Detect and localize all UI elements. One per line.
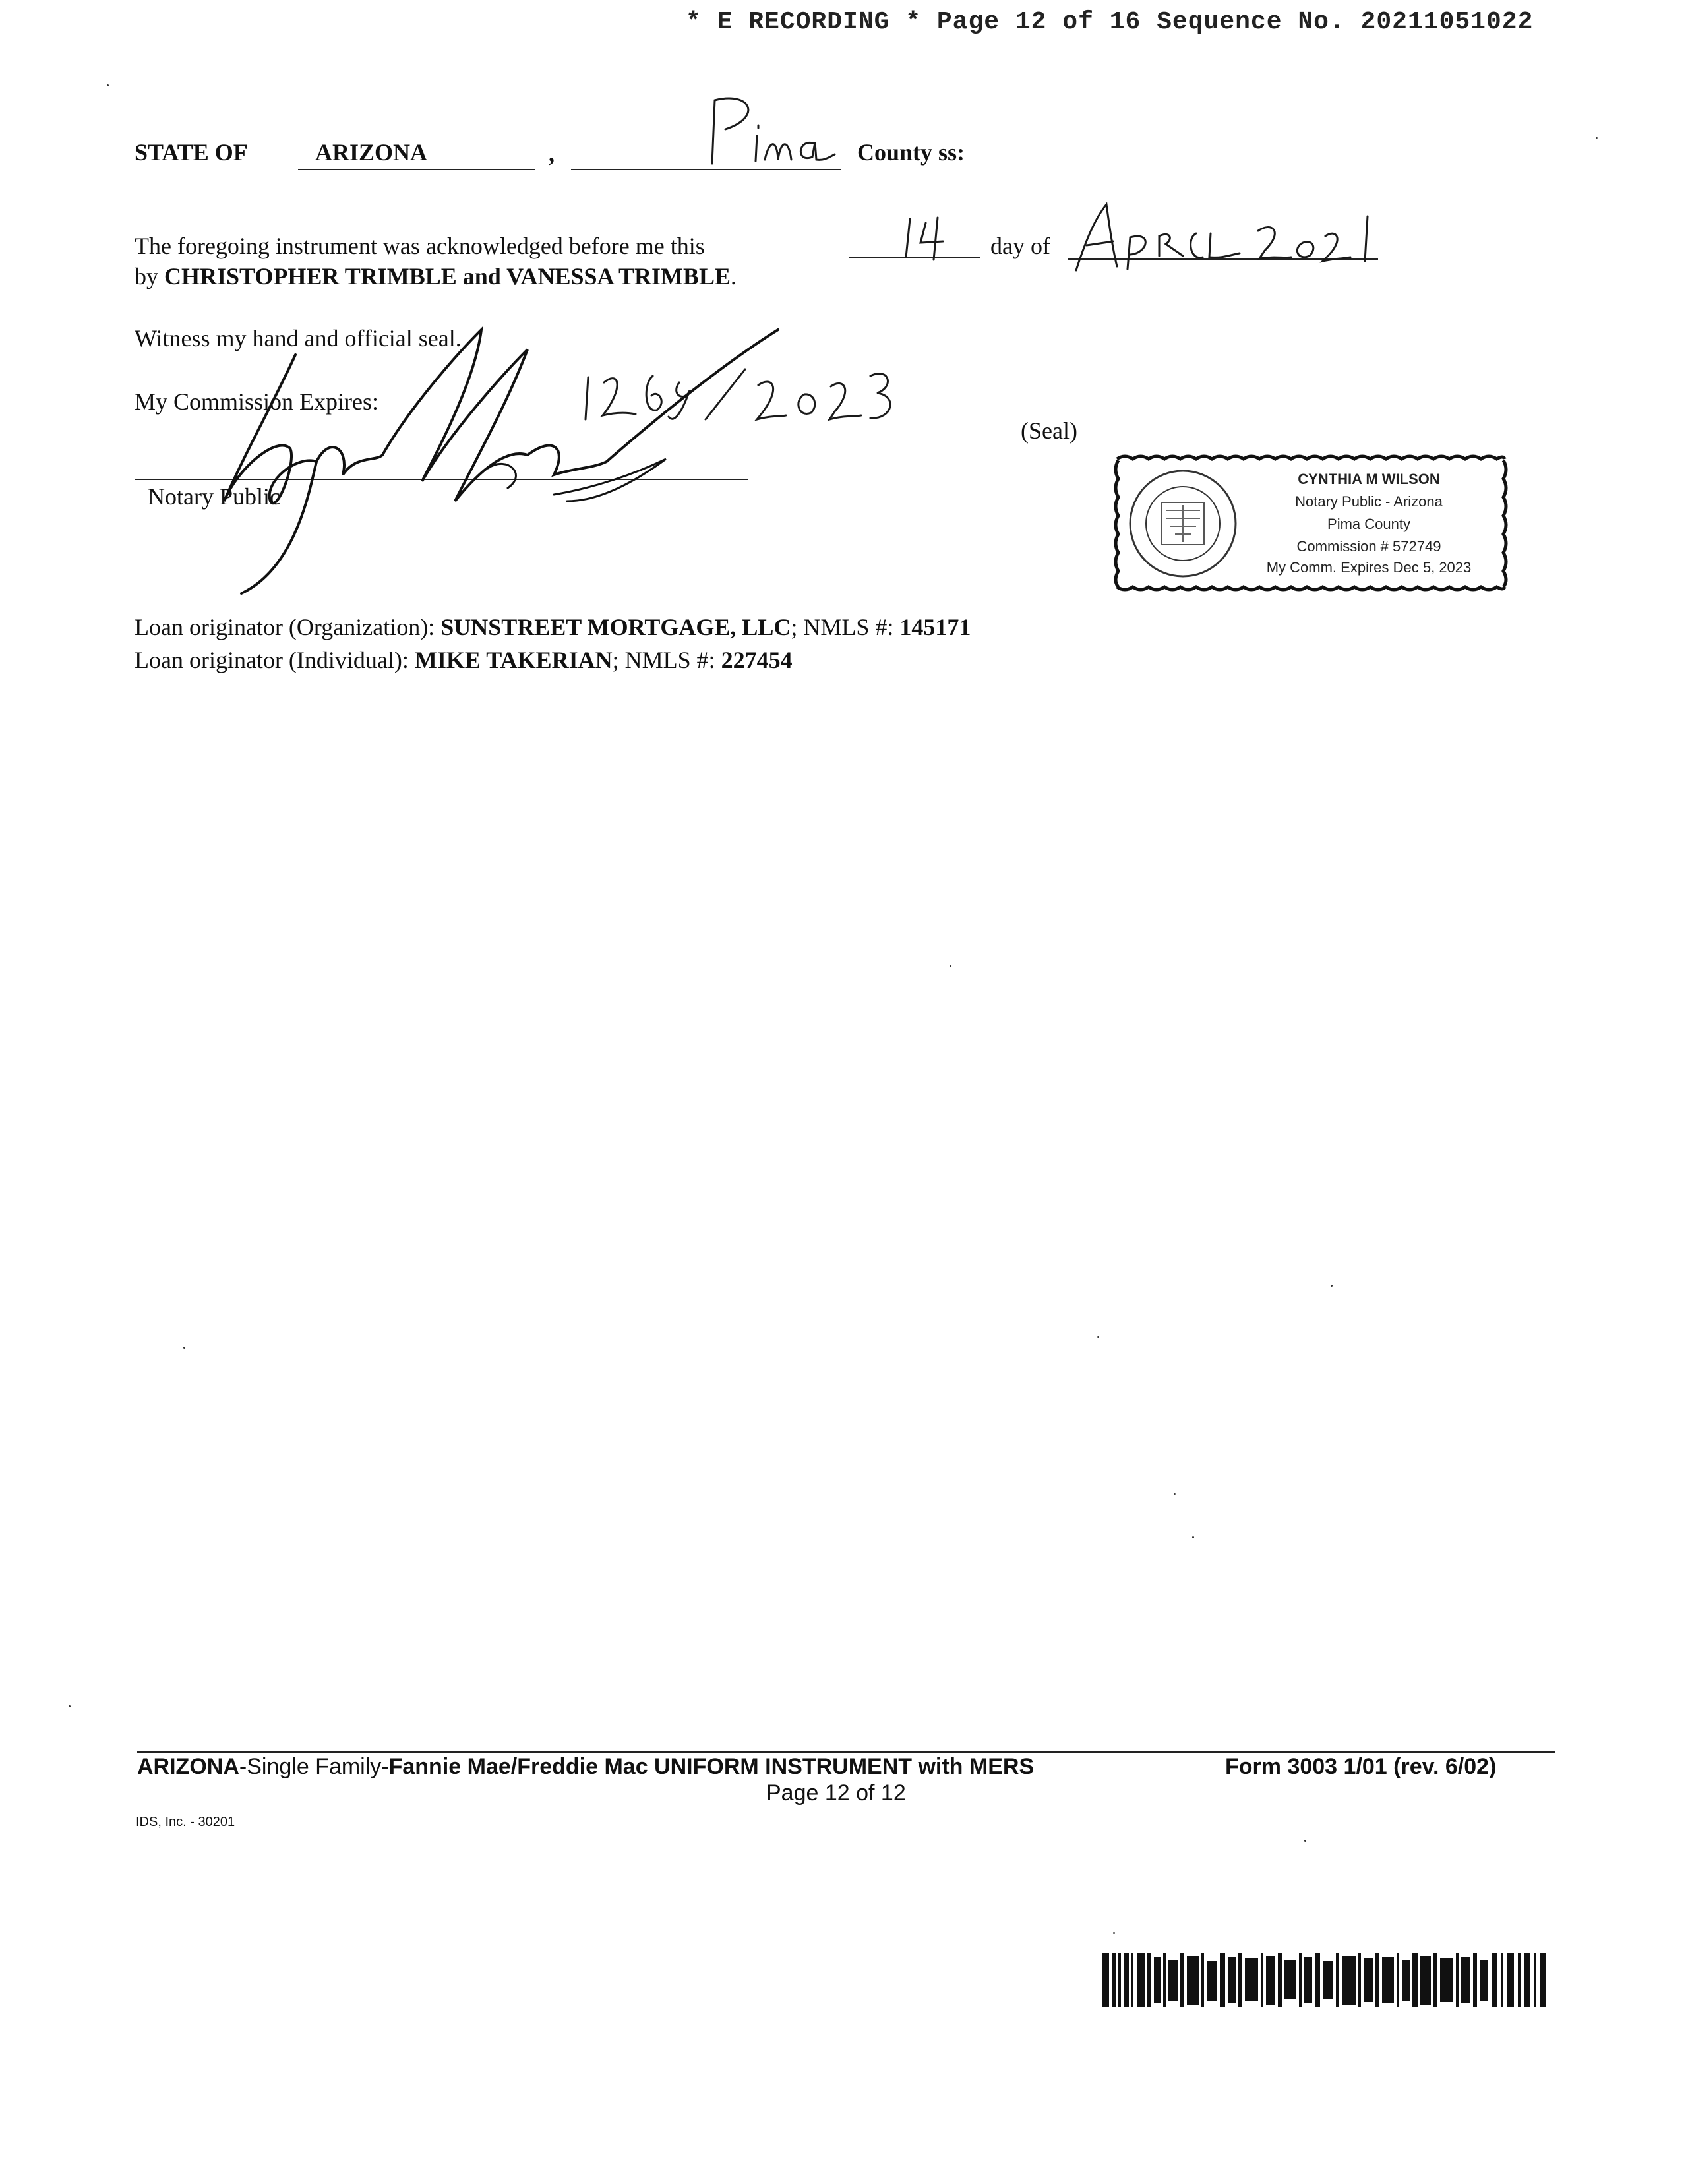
notary-public-label: Notary Public	[148, 483, 280, 510]
stamp-name: CYNTHIA M WILSON	[1298, 471, 1440, 487]
footer-state: ARIZONA	[137, 1754, 239, 1779]
stamp-commission: Commission # 572749	[1296, 538, 1441, 555]
loan-originator-individual	[135, 646, 793, 674]
commission-expires-label: My Commission Expires:	[135, 388, 379, 415]
stamp-title: Notary Public - Arizona	[1295, 493, 1443, 510]
acknowledgment-line: The foregoing instrument was acknowledged before me this	[135, 233, 705, 259]
day-of-label: day of	[990, 233, 1050, 259]
stamp-expires: My Comm. Expires Dec 5, 2023	[1266, 559, 1472, 576]
ind-nmls: 227454	[721, 647, 793, 673]
scan-speck	[1113, 1932, 1115, 1934]
footer-form: Form 3003 1/01 (rev. 6/02)	[1225, 1754, 1497, 1779]
by-prefix: by	[135, 263, 158, 289]
loan-originator-org	[135, 613, 971, 641]
scan-speck	[1097, 1336, 1099, 1338]
stamp-county: Pima County	[1327, 516, 1410, 532]
scan-speck	[1174, 1493, 1176, 1495]
ind-label: Loan originator (Individual):	[135, 647, 409, 673]
state-underline	[298, 169, 535, 170]
barcode	[1102, 1953, 1547, 2007]
county-ss-label: County ss:	[857, 139, 965, 166]
org-nmls-label: ; NMLS #:	[791, 614, 894, 640]
notary-signature	[198, 303, 844, 607]
by-period: .	[730, 263, 737, 289]
ind-nmls-label: ; NMLS #:	[612, 647, 715, 673]
footer-instrument-name: Fannie Mae/Freddie Mac UNIFORM INSTRUMENT with MERS	[388, 1754, 1035, 1779]
venue-comma: ,	[549, 140, 555, 167]
scan-speck	[69, 1705, 71, 1707]
scan-speck	[1304, 1840, 1306, 1842]
org-name: SUNSTREET MORTGAGE, LLC	[440, 614, 791, 640]
footer-ids: IDS, Inc. - 30201	[136, 1815, 235, 1829]
scan-speck	[107, 84, 109, 86]
by-line	[135, 262, 737, 290]
acknowledged-names: CHRISTOPHER TRIMBLE and VANESSA TRIMBLE	[164, 263, 731, 289]
scan-speck	[1192, 1536, 1194, 1538]
state-value: ARIZONA	[315, 139, 428, 166]
scan-speck	[950, 965, 951, 967]
footer-family: -Single Family-	[239, 1754, 389, 1779]
org-nmls: 145171	[899, 614, 971, 640]
date-handwriting	[1067, 198, 1383, 284]
footer-rule	[137, 1751, 1555, 1753]
witness-line: Witness my hand and official seal.	[135, 325, 462, 351]
footer-page-number: Page 12 of 12	[766, 1780, 906, 1805]
org-label: Loan originator (Organization):	[135, 614, 435, 640]
ind-name: MIKE TAKERIAN	[414, 647, 613, 673]
scan-speck	[1596, 137, 1598, 139]
scan-speck	[183, 1347, 185, 1349]
footer-instrument	[137, 1754, 1034, 1780]
recording-header: * E RECORDING * Page 12 of 16 Sequence No. 20211051022	[686, 8, 1534, 36]
seal-label: (Seal)	[1021, 417, 1077, 444]
day-handwriting	[903, 210, 969, 262]
county-handwriting	[699, 91, 844, 170]
state-of-label: STATE OF	[135, 139, 248, 166]
scan-speck	[1331, 1285, 1333, 1287]
